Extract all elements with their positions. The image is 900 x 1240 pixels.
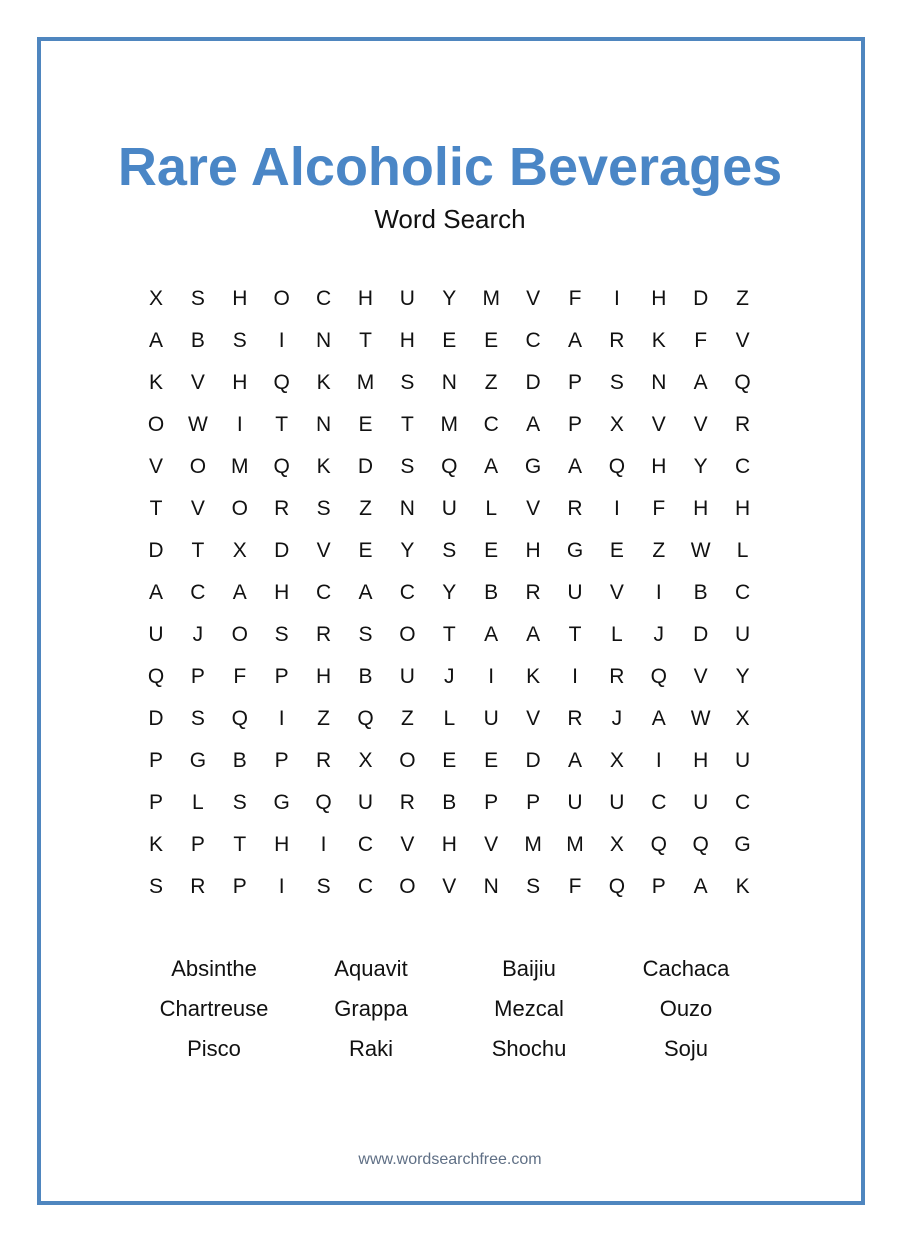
grid-letter[interactable]: T	[442, 623, 456, 646]
grid-letter[interactable]: R	[274, 497, 290, 520]
grid-letter[interactable]: F	[568, 287, 582, 310]
grid-letter[interactable]: A	[526, 623, 541, 646]
grid-letter[interactable]: A	[148, 581, 163, 604]
grid-letter[interactable]: V	[651, 413, 666, 436]
grid-letter[interactable]: A	[651, 707, 666, 730]
grid-letter[interactable]: D	[525, 749, 541, 772]
grid-letter[interactable]: W	[690, 539, 711, 562]
grid-letter[interactable]: B	[190, 329, 205, 352]
grid-letter[interactable]: Z	[484, 371, 498, 394]
grid-letter[interactable]: S	[232, 791, 247, 814]
grid-letter[interactable]: Z	[359, 497, 372, 520]
grid-letter[interactable]: Q	[650, 665, 667, 688]
grid-letter[interactable]: B	[232, 749, 247, 772]
grid-letter[interactable]: C	[399, 581, 415, 604]
grid-letter[interactable]: J	[444, 665, 455, 688]
grid-letter[interactable]: M	[231, 455, 249, 478]
grid-letter[interactable]: T	[233, 833, 247, 856]
grid-letter[interactable]: D	[693, 287, 709, 310]
grid-letter[interactable]: F	[694, 329, 708, 352]
grid-letter[interactable]: A	[484, 455, 499, 478]
grid-letter[interactable]: B	[358, 665, 373, 688]
grid-letter[interactable]: L	[192, 791, 204, 814]
grid-letter[interactable]: T	[275, 413, 289, 436]
grid-letter[interactable]: I	[613, 497, 620, 520]
grid-letter[interactable]: Y	[442, 287, 457, 310]
grid-letter[interactable]: W	[187, 413, 208, 436]
grid-letter[interactable]: U	[735, 749, 751, 772]
grid-letter[interactable]: A	[567, 749, 582, 772]
grid-letter[interactable]: Q	[692, 833, 709, 856]
word-list-item: Aquavit	[334, 956, 408, 981]
word-list-item: Ouzo	[659, 996, 713, 1021]
grid-letter[interactable]: H	[232, 287, 248, 310]
grid-letter[interactable]: P	[190, 665, 205, 688]
word-list-item: Grappa	[334, 996, 408, 1021]
grid-letter[interactable]: X	[358, 749, 373, 772]
grid-letter[interactable]: H	[693, 497, 709, 520]
grid-letter[interactable]: U	[735, 623, 751, 646]
grid-letter[interactable]: S	[316, 875, 331, 898]
grid-letter[interactable]: U	[567, 791, 583, 814]
grid-letter[interactable]: A	[693, 371, 708, 394]
grid-letter[interactable]: U	[357, 791, 374, 814]
grid-letter[interactable]: A	[567, 329, 582, 352]
grid-letter[interactable]: U	[483, 707, 499, 730]
grid-letter[interactable]: P	[526, 791, 541, 814]
grid-letter[interactable]: C	[357, 875, 374, 898]
grid-letter[interactable]: O	[231, 623, 248, 646]
grid-letter[interactable]: C	[735, 455, 751, 478]
grid-letter[interactable]: V	[693, 413, 708, 436]
grid-letter[interactable]: U	[441, 497, 457, 520]
grid-letter[interactable]: C	[483, 413, 499, 436]
grid-letter[interactable]: U	[609, 791, 625, 814]
grid-letter[interactable]: Q	[608, 875, 626, 898]
grid-letter[interactable]: H	[441, 833, 457, 856]
grid-letter[interactable]: Y	[400, 539, 415, 562]
grid-letter[interactable]: R	[399, 791, 415, 814]
grid-letter[interactable]: V	[693, 665, 708, 688]
grid-letter[interactable]: M	[356, 371, 375, 394]
grid-letter[interactable]: P	[274, 749, 289, 772]
grid-letter[interactable]: H	[693, 749, 709, 772]
grid-letter[interactable]: K	[735, 875, 750, 898]
grid-letter[interactable]: J	[192, 623, 204, 646]
grid-letter[interactable]: E	[484, 329, 499, 352]
grid-letter[interactable]: R	[567, 707, 583, 730]
grid-letter[interactable]: I	[655, 749, 662, 772]
grid-letter[interactable]: Q	[441, 455, 458, 478]
grid-letter[interactable]: V	[484, 833, 499, 856]
grid-letter[interactable]: G	[734, 833, 751, 856]
grid-letter[interactable]: Z	[736, 287, 749, 310]
grid-letter[interactable]: G	[273, 791, 290, 814]
grid-letter[interactable]: S	[148, 875, 163, 898]
grid-letter[interactable]: V	[316, 539, 331, 562]
grid-letter[interactable]: J	[653, 623, 665, 646]
word-list-item: Shochu	[491, 1036, 567, 1061]
grid-letter[interactable]: K	[148, 833, 163, 856]
grid-letter[interactable]: V	[442, 875, 457, 898]
grid-letter[interactable]: H	[651, 455, 667, 478]
grid-letter[interactable]: O	[273, 287, 290, 310]
grid-letter[interactable]: Y	[735, 665, 750, 688]
grid-letter[interactable]: R	[609, 665, 625, 688]
grid-letter[interactable]: V	[526, 707, 541, 730]
grid-letter[interactable]: G	[524, 455, 542, 478]
grid-letter[interactable]: E	[358, 539, 373, 562]
grid-letter[interactable]: O	[399, 623, 416, 646]
grid-letter[interactable]: H	[274, 833, 290, 856]
grid-letter[interactable]: P	[148, 749, 163, 772]
grid-letter[interactable]: G	[189, 749, 207, 772]
grid-letter[interactable]: X	[232, 539, 247, 562]
grid-letter[interactable]: X	[735, 707, 750, 730]
grid-letter[interactable]: I	[320, 833, 327, 856]
grid-letter[interactable]: Q	[147, 665, 165, 688]
grid-letter[interactable]: H	[651, 287, 667, 310]
grid-letter[interactable]: Q	[273, 455, 290, 478]
grid-letter[interactable]: R	[316, 749, 332, 772]
grid-letter[interactable]: P	[190, 833, 205, 856]
grid-letter[interactable]: L	[611, 623, 623, 646]
grid-letter[interactable]: D	[525, 371, 541, 394]
grid-letter[interactable]: M	[440, 413, 459, 436]
word-list-item: Pisco	[187, 1036, 241, 1061]
grid-letter[interactable]: E	[442, 749, 457, 772]
grid-letter[interactable]: H	[735, 497, 751, 520]
grid-letter[interactable]: Y	[693, 455, 708, 478]
grid-letter[interactable]: I	[488, 665, 495, 688]
grid-letter[interactable]: E	[484, 749, 499, 772]
word-list-item: Absinthe	[171, 956, 257, 981]
grid-letter[interactable]: E	[609, 539, 624, 562]
grid-letter[interactable]: S	[274, 623, 289, 646]
grid-letter[interactable]: P	[567, 413, 582, 436]
grid-letter[interactable]: T	[400, 413, 414, 436]
grid-letter[interactable]: D	[357, 455, 374, 478]
grid-letter[interactable]: D	[148, 539, 164, 562]
grid-letter[interactable]: K	[148, 371, 163, 394]
grid-letter[interactable]: P	[651, 875, 666, 898]
grid-letter[interactable]: E	[442, 329, 457, 352]
grid-letter[interactable]: L	[443, 707, 456, 730]
grid-letter[interactable]: E	[484, 539, 499, 562]
word-list-item: Cachaca	[642, 956, 730, 981]
grid-letter[interactable]: S	[190, 287, 205, 310]
grid-letter[interactable]: Q	[315, 791, 332, 814]
grid-letter[interactable]: D	[693, 623, 709, 646]
grid-letter[interactable]: I	[655, 581, 662, 604]
grid-letter[interactable]: S	[400, 455, 415, 478]
grid-letter[interactable]: I	[278, 707, 285, 730]
grid-letter[interactable]: S	[400, 371, 415, 394]
grid-letter[interactable]: F	[233, 665, 247, 688]
grid-letter[interactable]: H	[316, 665, 332, 688]
grid-letter[interactable]: X	[148, 287, 163, 310]
grid-letter[interactable]: I	[236, 413, 243, 436]
grid-letter[interactable]: T	[359, 329, 372, 352]
grid-letter[interactable]: C	[316, 287, 332, 310]
grid-letter[interactable]: I	[572, 665, 578, 688]
grid-letter[interactable]: X	[609, 413, 624, 436]
grid-letter[interactable]: O	[189, 455, 207, 478]
grid-letter[interactable]: U	[567, 581, 583, 604]
grid-letter[interactable]: N	[316, 413, 332, 436]
grid-letter[interactable]: O	[147, 413, 165, 436]
grid-letter[interactable]: T	[191, 539, 205, 562]
grid-letter[interactable]: A	[567, 455, 582, 478]
grid-letter[interactable]: S	[190, 707, 205, 730]
grid-letter[interactable]: U	[693, 791, 709, 814]
grid-letter[interactable]: V	[609, 581, 624, 604]
grid-letter[interactable]: H	[232, 371, 248, 394]
grid-letter[interactable]: C	[735, 791, 751, 814]
grid-letter[interactable]: Z	[400, 707, 414, 730]
grid-letter[interactable]: R	[316, 623, 332, 646]
grid-letter[interactable]: X	[609, 749, 624, 772]
grid-letter[interactable]: U	[399, 665, 415, 688]
grid-letter[interactable]: A	[232, 581, 247, 604]
grid-letter[interactable]: Q	[231, 707, 248, 730]
grid-letter[interactable]: B	[442, 791, 457, 814]
grid-letter[interactable]: F	[652, 497, 666, 520]
grid-letter[interactable]: S	[232, 329, 247, 352]
word-list-item: Raki	[348, 1036, 393, 1061]
grid-letter[interactable]: Q	[357, 707, 374, 730]
grid-letter[interactable]: N	[651, 371, 667, 394]
grid-letter[interactable]: F	[568, 875, 582, 898]
grid-letter[interactable]: C	[190, 581, 206, 604]
grid-letter[interactable]: B	[484, 581, 499, 604]
grid-letter[interactable]: D	[148, 707, 164, 730]
grid-letter[interactable]: I	[613, 287, 620, 310]
grid-letter[interactable]: A	[484, 623, 499, 646]
word-list-item: Baijiu	[502, 956, 556, 981]
grid-letter[interactable]: V	[148, 455, 163, 478]
grid-letter[interactable]: V	[400, 833, 415, 856]
grid-letter[interactable]: D	[274, 539, 290, 562]
grid-letter[interactable]: H	[274, 581, 290, 604]
grid-letter[interactable]: R	[190, 875, 206, 898]
grid-letter[interactable]: S	[526, 875, 541, 898]
grid-letter[interactable]: Q	[273, 371, 290, 394]
grid-letter[interactable]: V	[526, 287, 541, 310]
grid-letter[interactable]: V	[190, 371, 205, 394]
grid-letter[interactable]: V	[735, 329, 750, 352]
grid-letter[interactable]: G	[566, 539, 584, 562]
grid-letter[interactable]: H	[399, 329, 415, 352]
grid-letter[interactable]: S	[358, 623, 373, 646]
grid-letter[interactable]: N	[399, 497, 415, 520]
grid-letter[interactable]: P	[274, 665, 289, 688]
page-title: Rare Alcoholic Beverages	[117, 137, 783, 197]
grid-letter[interactable]: P	[232, 875, 247, 898]
grid-letter[interactable]: C	[525, 329, 541, 352]
grid-letter[interactable]: N	[483, 875, 499, 898]
grid-letter[interactable]: Y	[442, 581, 457, 604]
grid-letter[interactable]: K	[316, 371, 331, 394]
grid-letter[interactable]: K	[651, 329, 666, 352]
grid-letter[interactable]: C	[357, 833, 374, 856]
grid-letter[interactable]: R	[735, 413, 751, 436]
grid-letter[interactable]: C	[651, 791, 667, 814]
grid-letter[interactable]: H	[525, 539, 541, 562]
grid-letter[interactable]: M	[524, 833, 542, 856]
grid-letter[interactable]: B	[693, 581, 708, 604]
grid-letter[interactable]: C	[735, 581, 751, 604]
grid-letter[interactable]: A	[693, 875, 708, 898]
grid-letter[interactable]: C	[316, 581, 332, 604]
grid-letter[interactable]: Q	[734, 371, 751, 394]
grid-letter[interactable]: T	[149, 497, 163, 520]
grid-letter[interactable]: I	[278, 329, 285, 352]
grid-letter[interactable]: Z	[317, 707, 330, 730]
grid-letter[interactable]: L	[736, 539, 749, 562]
grid-letter[interactable]: A	[358, 581, 373, 604]
word-list-item: Soju	[663, 1036, 709, 1061]
grid-letter[interactable]: U	[148, 623, 164, 646]
grid-letter[interactable]: W	[690, 707, 711, 730]
grid-letter[interactable]: V	[190, 497, 205, 520]
grid-letter[interactable]: K	[526, 665, 541, 688]
grid-letter[interactable]: I	[278, 875, 285, 898]
grid-letter[interactable]: N	[316, 329, 332, 352]
grid-letter[interactable]: J	[611, 707, 623, 730]
grid-letter[interactable]: M	[482, 287, 500, 310]
grid-letter[interactable]: P	[567, 371, 582, 394]
grid-letter[interactable]: K	[316, 455, 331, 478]
word-list-item: Chartreuse	[159, 996, 269, 1021]
word-list-item: Mezcal	[494, 996, 564, 1021]
grid-letter[interactable]: S	[609, 371, 624, 394]
grid-letter[interactable]: Q	[650, 833, 667, 856]
grid-letter[interactable]: X	[609, 833, 624, 856]
grid-letter[interactable]: T	[568, 623, 582, 646]
grid-letter[interactable]: S	[442, 539, 457, 562]
footer-url[interactable]: www.wordsearchfree.com	[358, 1151, 542, 1168]
grid-letter[interactable]: O	[399, 749, 416, 772]
grid-letter[interactable]: A	[148, 329, 163, 352]
grid-letter[interactable]: V	[526, 497, 541, 520]
grid-letter[interactable]: O	[399, 875, 416, 898]
grid-letter[interactable]: R	[567, 497, 583, 520]
grid-letter[interactable]: P	[148, 791, 163, 814]
grid-letter[interactable]: M	[566, 833, 584, 856]
grid-letter[interactable]: N	[441, 371, 457, 394]
grid-letter[interactable]: L	[485, 497, 498, 520]
grid-letter[interactable]: A	[526, 413, 541, 436]
grid-letter[interactable]: Z	[652, 539, 666, 562]
grid-letter[interactable]: U	[399, 287, 415, 310]
page-subtitle: Word Search	[374, 204, 526, 234]
grid-letter[interactable]: P	[484, 791, 499, 814]
grid-letter[interactable]: H	[357, 287, 374, 310]
grid-letter[interactable]: S	[316, 497, 331, 520]
grid-letter[interactable]: Q	[608, 455, 626, 478]
grid-letter[interactable]: E	[358, 413, 373, 436]
grid-letter[interactable]: R	[609, 329, 625, 352]
grid-letter[interactable]: O	[231, 497, 248, 520]
grid-letter[interactable]: R	[525, 581, 541, 604]
